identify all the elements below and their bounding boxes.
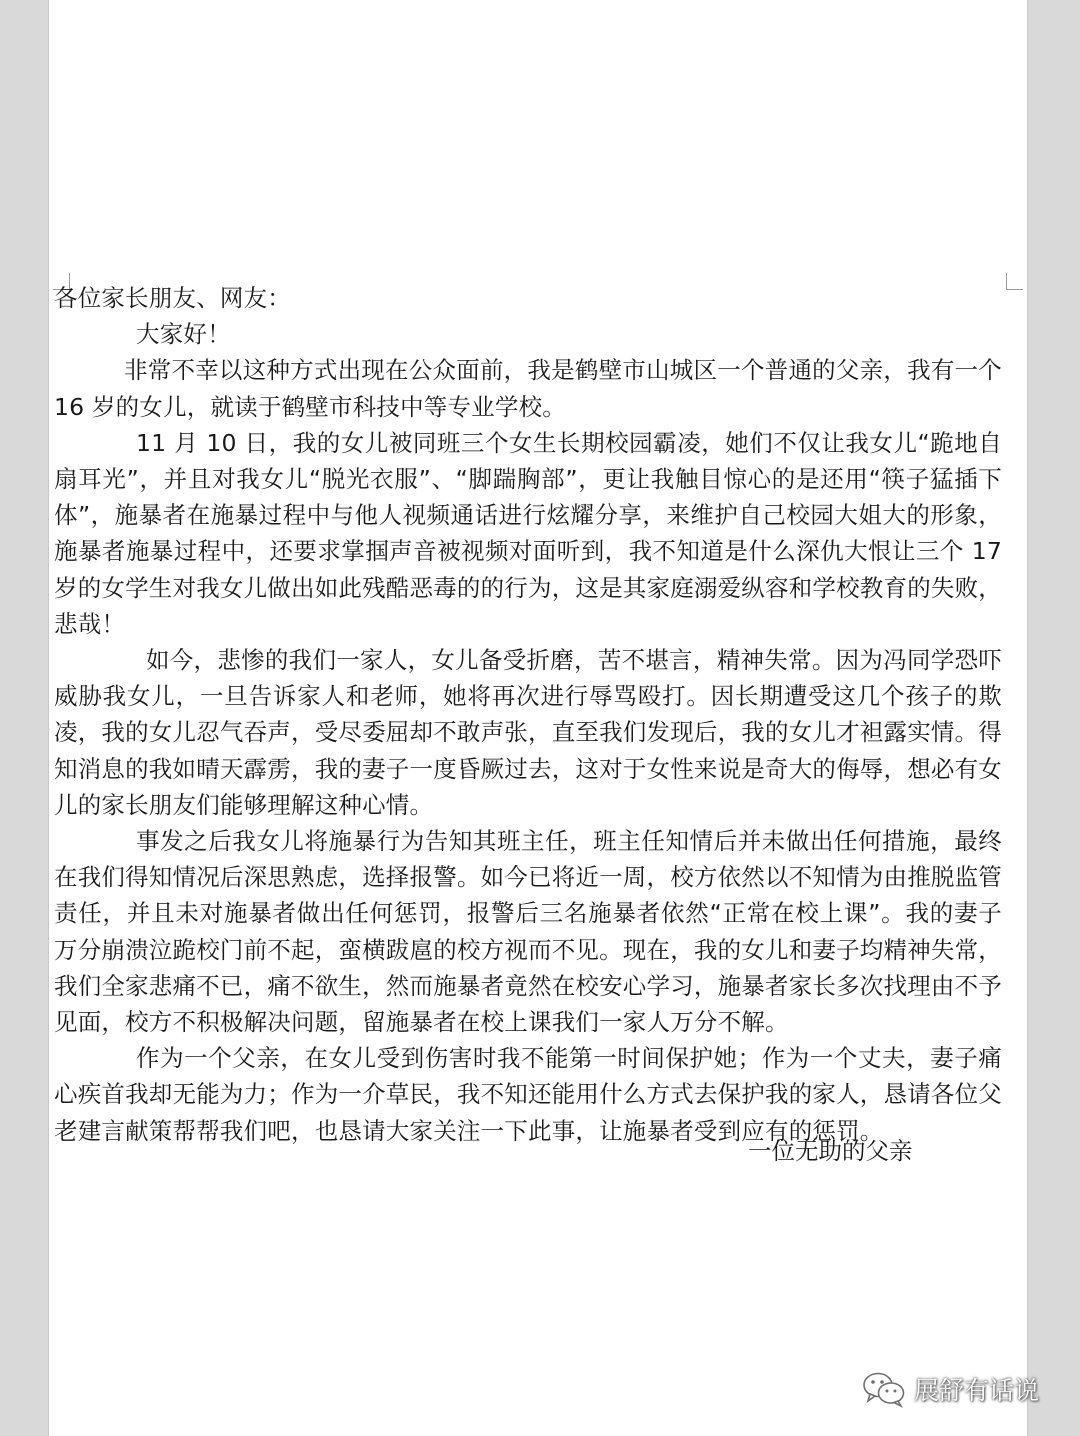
greeting: 大家好！: [136, 320, 231, 349]
signature: 一位无助的父亲: [748, 1137, 913, 1165]
paragraph: 如今，悲惨的我们一家人，女儿备受折磨，苦不堪言，精神失常。因为冯同学恐吓威胁我女儿，一旦告诉家人和老师，她将再次进行辱骂殴打。因长期遭受这几个孩子的欺凌，我的女儿忍气吞声，受尽委屈却不敢声张，直至我们发现后，我的女儿才袒露实情。得知消息的我如晴天霹雳，我的妻子一度昏厥过去，这对于女性来说是奇大的侮辱，想必有女儿的家长朋友们能够理解这种心情。: [54, 646, 1002, 819]
salutation: 各位家长朋友、网友：: [54, 284, 291, 312]
letter-body: [54, 280, 1002, 1149]
watermark: [862, 1367, 1039, 1411]
paragraph: 作为一个父亲，在女儿受到伤害时我不能第一时间保护她；作为一个丈夫，妻子痛心疾首我却无能为力；作为一介草民，我不知还能用什么方式去保护我的家人，恳请各位父老建言献策帮帮我们吧，也恳请大家关注一下此事，让施暴者受到应有的惩罚。: [54, 1044, 1002, 1145]
margin-corner-mark-right: [1006, 273, 1023, 290]
paragraph: 非常不幸以这种方式出现在公众面前，我是鹤壁市山城区一个普通的父亲，我有一个 16 岁的女儿，就读于鹤壁市科技中等专业学校。: [54, 356, 1002, 421]
watermark-text: 展舒有话说: [914, 1376, 1040, 1405]
paragraph: 11 月 10 日，我的女儿被同班三个女生长期校园霸凌，她们不仅让我女儿“跪地自扇耳光”，并且对我女儿“脱光衣服”、“脚踹胸部”，更让我触目惊心的是还用“筷子猛插下体”，施暴者在施暴过程中与他人视频通话进行炫耀分享，来维护自己校园大姐大的形象，施暴者施暴过程中，还要求掌掴声音被视频对面听到，我不知道是什么深仇大恨让三个 17 岁的女学生对我女儿做出如此残酷恶毒的的行为，这是其家庭溺爱纵容和学校教育的失败，悲哉！: [54, 428, 1002, 638]
wechat-icon: [862, 1370, 906, 1408]
paragraph: 事发之后我女儿将施暴行为告知其班主任，班主任知情后并未做出任何措施，最终在我们得知情况后深思熟虑，选择报警。如今已将近一周，校方依然以不知情为由推脱监管责任，并且未对施暴者做出任何惩罚，报警后三名施暴者依然“正常在校上课”。我的妻子万分崩溃泣跪校门前不起，蛮横跋扈的校方视而不见。现在，我的女儿和妻子均精神失常，我们全家悲痛不已，痛不欲生，然而施暴者竟然在校安心学习，施暴者家长多次找理由不予见面，校方不积极解决问题，留施暴者在校上课我们一家人万分不解。: [54, 827, 1002, 1037]
